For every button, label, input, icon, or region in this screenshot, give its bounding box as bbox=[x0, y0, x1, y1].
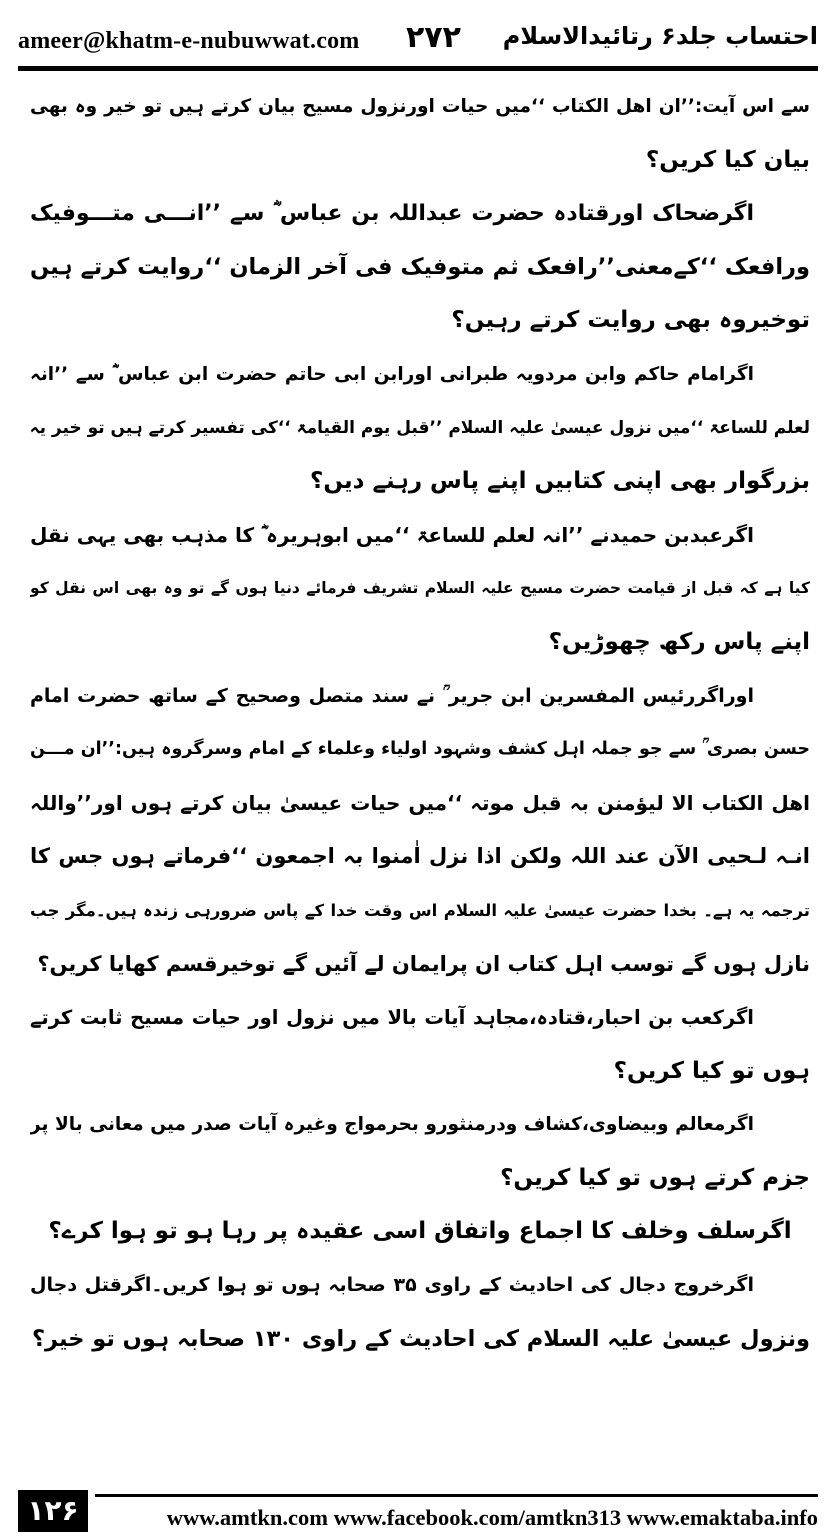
page-header bbox=[18, 14, 818, 70]
body-line: لعلم للساعۃ ‘‘میں نزول عیسیٰ علیہ السلام ’’قبل یوم القیامۃ ‘‘کی تفسیر کرتے ہیں تو خیر یہ bbox=[30, 417, 810, 438]
header-rule bbox=[18, 66, 818, 71]
body-text bbox=[30, 80, 810, 1366]
body-line: اگرخروج دجال کی احادیث کے راوی ۳۵ صحابہ ہوں تو ہوا کریں۔اگرقتل دجال bbox=[30, 1274, 754, 1297]
body-line: ہوں تو کیا کریں؟ bbox=[613, 1057, 810, 1084]
body-line: اگرکعب بن احبار،قتادہ،مجاہد آیات بالا میں نزول اور حیات مسیح ثابت کرتے bbox=[30, 1006, 754, 1030]
footer-page-box: ۱۲۶ bbox=[18, 1490, 88, 1532]
body-line: اگرسلف وخلف کا اجماع واتفاق اسی عقیدہ پر رہا ہو تو ہوا کرے؟ bbox=[48, 1218, 792, 1245]
body-line: اپنے پاس رکھ چھوڑیں؟ bbox=[548, 628, 810, 655]
body-line: اگرمعالم وبیضاوی،کشاف ودرمنثورو بحرمواج وغیرہ آیات صدر میں معانی بالا پر bbox=[30, 1114, 754, 1136]
body-line: جزم کرتے ہوں تو کیا کریں؟ bbox=[500, 1164, 810, 1191]
body-line: نازل ہوں گے توسب اہل کتاب ان پرایمان لے آئیں گے توخیرقسم کھایا کریں؟ bbox=[37, 951, 810, 976]
body-line: انـہ لـحیی الآن عند اللہ ولکن اذا نزل اٰمنوا بہ اجمعون ‘‘فرماتے ہوں جس کا bbox=[30, 844, 810, 869]
footer-rule bbox=[95, 1494, 818, 1497]
body-line: بیان کیا کریں؟ bbox=[645, 146, 810, 173]
body-line: توخیروہ بھی روایت کرتے رہیں؟ bbox=[451, 307, 810, 334]
body-line: اوراگررئیس المفسرین ابن جریر ؒ نے سند متصل وصحیح کے ساتھ حضرت امام bbox=[30, 684, 754, 707]
header-book-title: احتساب جلد۶ رتائیدالاسلام bbox=[502, 22, 818, 50]
header-email: ameer@khatm-e-nubuwwat.com bbox=[18, 28, 360, 54]
body-line: اھل الکتاب الا لیؤمنن بہ قبل موتہ ‘‘میں حیات عیسیٰ بیان کرتے ہوں اور’’واللہ bbox=[30, 790, 810, 815]
body-line: اگرامام حاکم وابن مردویہ طبرانی اورابن ابی حاتم حضرت ابن عباس ؓ سے ’’انہ bbox=[30, 363, 754, 385]
body-line: بزرگوار بھی اپنی کتابیں اپنے پاس رہنے دیں؟ bbox=[309, 468, 810, 495]
footer-links: www.amtkn.com www.facebook.com/amtkn313 www.emaktaba.info bbox=[166, 1505, 818, 1530]
body-line: حسن بصری ؒ سے جو جملہ اہل کشف وشہود اولیاء وعلماء کے امام وسرگروہ ہیں:’’ان مـــن bbox=[30, 739, 810, 760]
header-page-number: ۲۷۲ bbox=[406, 20, 461, 55]
body-line: ترجمہ یہ ہے۔ بخدا حضرت عیسیٰ علیہ السلام اس وقت خدا کے پاس ضرورہی زندہ ہیں۔مگر جب bbox=[30, 900, 810, 920]
body-line: اگرضحاک اورقتادہ حضرت عبداللہ بن عباس ؓ سے ’’انـــی متـــوفیک bbox=[30, 201, 754, 227]
body-line: سے اس آیت:’’ان اھل الکتاب ‘‘میں حیات اورنزول مسیح بیان کرتے ہیں تو خیر وہ بھی bbox=[30, 96, 810, 117]
body-line: ورافعک ‘‘کےمعنی’’رافعک ثم متوفیک فی آخر الزمان ‘‘روایت کرتے ہیں bbox=[30, 253, 810, 280]
body-line: کیا ہے کہ قبل از قیامت حضرت مسیح علیہ السلام تشریف فرمائے دنیا ہوں گے تو وہ بھی اس نقل کو bbox=[30, 579, 810, 598]
body-line: اگرعبدبن حمیدنے ’’انہ لعلم للساعۃ ‘‘میں ابوہریرہ ؓ کا مذہب بھی یہی نقل bbox=[30, 522, 754, 547]
body-line: ونزول عیسیٰ علیہ السلام کی احادیث کے راوی ۱۳۰ صحابہ ہوں تو خیر؟ bbox=[31, 1325, 810, 1352]
